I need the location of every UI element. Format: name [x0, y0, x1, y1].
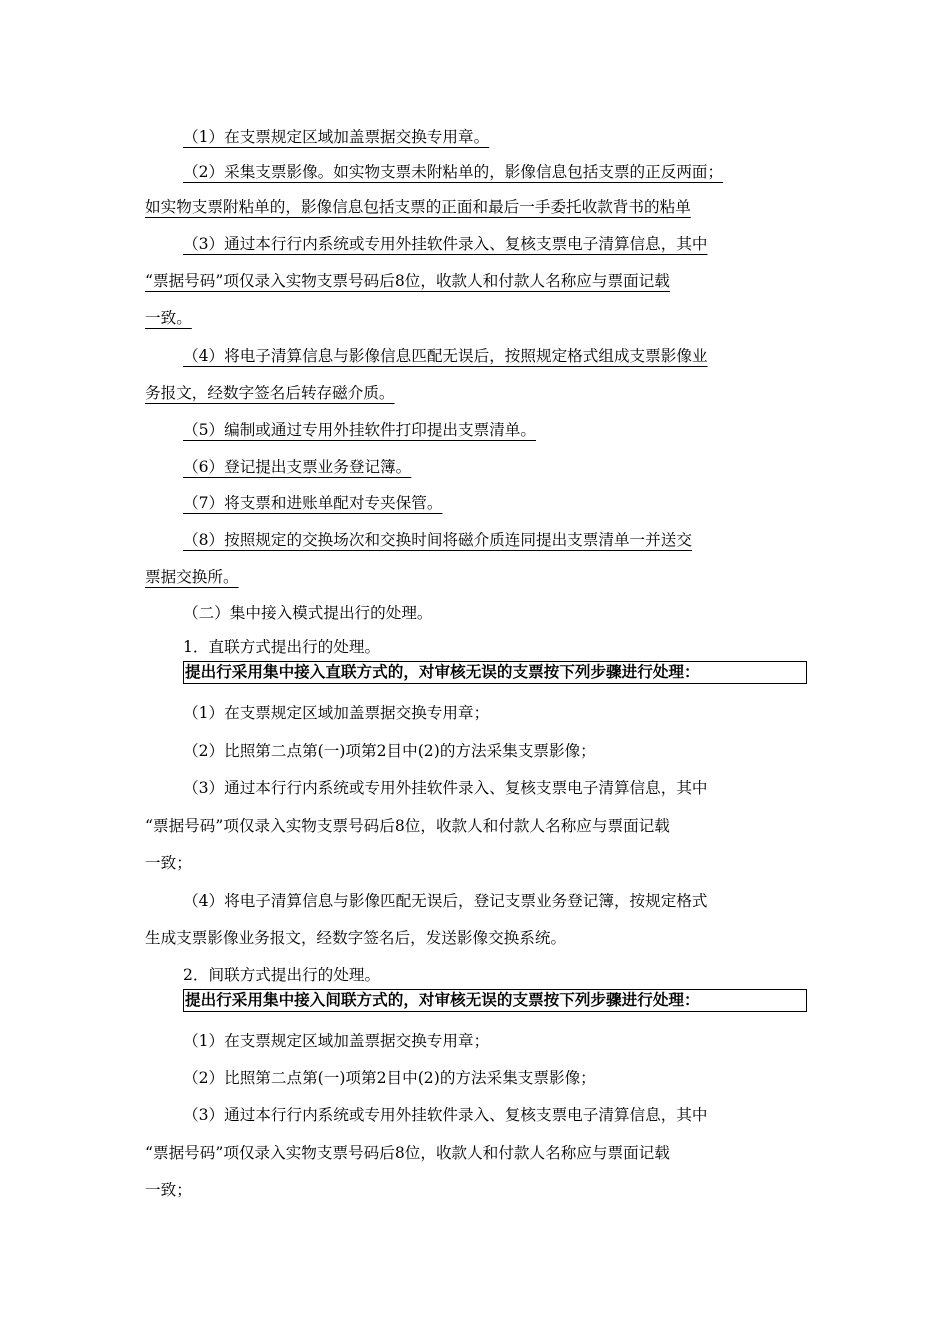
subsection-title: 2．间联方式提出行的处理。: [183, 966, 381, 984]
boxed-instruction: 提出行采用集中接入直联方式的，对审核无误的支票按下列步骤进行处理：: [0, 652, 950, 692]
boxed-instruction: 提出行采用集中接入间联方式的，对审核无误的支票按下列步骤进行处理：: [0, 980, 950, 1020]
text-line: （5）编制或通过专用外挂软件打印提出支票清单。: [183, 421, 536, 439]
text-line: 生成支票影像业务报文，经数字签名后，发送影像交换系统。: [145, 929, 567, 947]
text-line: （8）按照规定的交换场次和交换时间将磁介质连同提出支票清单一并送交: [183, 531, 692, 549]
text-line: （3）通过本行行内系统或专用外挂软件录入、复核支票电子清算信息，其中: [183, 779, 708, 797]
text-line: 如实物支票附粘单的，影像信息包括支票的正面和最后一手委托收款背书的粘单: [145, 198, 691, 216]
text-line: “票据号码”项仅录入实物支票号码后8位，收款人和付款人名称应与票面记载: [145, 272, 670, 290]
text-line: （3）通过本行行内系统或专用外挂软件录入、复核支票电子清算信息，其中: [183, 235, 708, 253]
text-line: 票据交换所。: [145, 568, 239, 586]
text-line: 一致；: [145, 854, 192, 872]
text-line: “票据号码”项仅录入实物支票号码后8位，收款人和付款人名称应与票面记载: [145, 817, 670, 835]
text-line: “票据号码”项仅录入实物支票号码后8位，收款人和付款人名称应与票面记载: [145, 1144, 670, 1162]
text-line: （2）比照第二点第(一)项第2目中(2)的方法采集支票影像；: [183, 742, 596, 760]
text-line: （2）比照第二点第(一)项第2目中(2)的方法采集支票影像；: [183, 1069, 596, 1087]
subsection-title: 1．直联方式提出行的处理。: [183, 638, 381, 656]
text-line: 务报文，经数字签名后转存磁介质。: [145, 384, 395, 402]
text-line: （2）采集支票影像。如实物支票未附粘单的，影像信息包括支票的正反两面；: [183, 163, 724, 181]
text-line: （1）在支票规定区域加盖票据交换专用章。: [183, 128, 490, 146]
section-heading: （二）集中接入模式提出行的处理。: [183, 604, 433, 622]
text-line: （4）将电子清算信息与影像信息匹配无误后，按照规定格式组成支票影像业: [183, 347, 708, 365]
text-line: （6）登记提出支票业务登记簿。: [183, 458, 412, 476]
text-line: 一致。: [145, 309, 192, 327]
text-line: （1）在支票规定区域加盖票据交换专用章；: [183, 704, 490, 722]
text-line: （7）将支票和进账单配对专夹保管。: [183, 494, 443, 512]
text-line: （1）在支票规定区域加盖票据交换专用章；: [183, 1032, 490, 1050]
text-line: （3）通过本行行内系统或专用外挂软件录入、复核支票电子清算信息，其中: [183, 1106, 708, 1124]
text-line: 一致；: [145, 1181, 192, 1199]
text-line: （4）将电子清算信息与影像匹配无误后，登记支票业务登记簿，按规定格式: [183, 892, 708, 910]
